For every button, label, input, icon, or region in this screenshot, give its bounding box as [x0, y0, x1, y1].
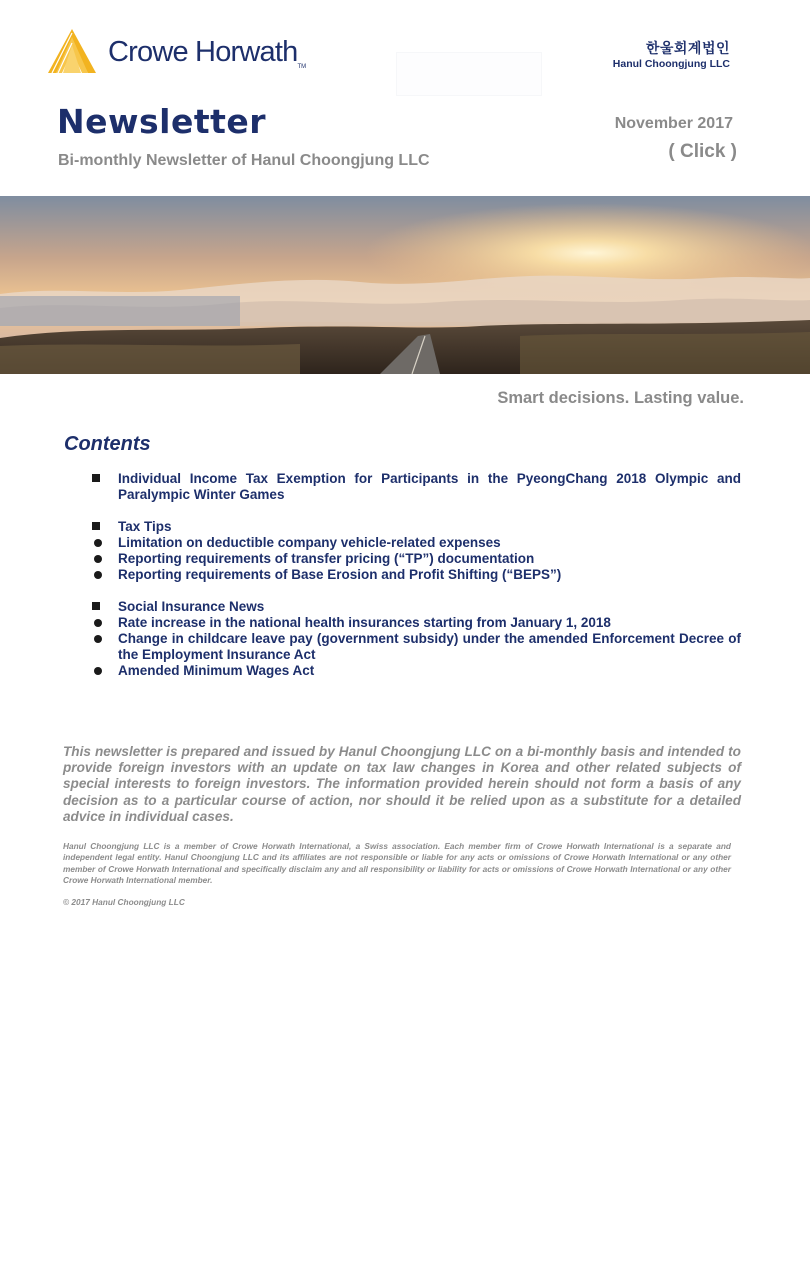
sunrise-landscape-photo [0, 196, 810, 374]
toc-subitem[interactable] [90, 567, 741, 583]
copyright-notice: © 2017 Hanul Choongjung LLC [63, 897, 185, 907]
toc-item-tax-tips[interactable] [90, 519, 741, 535]
member-firm-note: Hanul Choongjung LLC is a member of Crowe Horwath International, a Swiss association. Each member firm of Crowe Horwath International is a separate and independent legal entity. Hanul Choongjung LLC and its affiliates are not responsible or liable for any acts or omissions of Crowe Horwath International or any other member of Crowe Horwath International and specifically disclaim any and all responsibility or liability for acts or omissions of Crowe Horwath International or any other Crowe Horwath International member. [63, 841, 731, 886]
disclaimer-paragraph: This newsletter is prepared and issued by Hanul Choongjung LLC on a bi-monthly basis and intended to provide foreign investors with an update on tax law changes in Korea and other related subjects of special interests to foreign investors. The information provided herein should not form a basis of any decision as to a particular course of action, nor should it be relied upon as a substitute for a detailed advice in individual cases. [63, 744, 741, 824]
toc-subitem[interactable] [90, 615, 741, 631]
toc-item-label[interactable]: Individual Income Tax Exemption for Participants in the PyeongChang 2018 Olympic and Paralympic Winter Games [118, 471, 741, 502]
crowe-horwath-logo[interactable] [48, 28, 338, 76]
toc-subitem-label[interactable]: Limitation on deductible company vehicle-related expenses [118, 535, 501, 550]
square-bullet-icon [92, 602, 100, 610]
toc-subitem[interactable] [90, 535, 741, 551]
round-bullet-icon [94, 667, 102, 675]
round-bullet-icon [94, 571, 102, 579]
issue-date: November 2017 [614, 115, 733, 132]
firm-name-korean: 한울회계법인 [645, 41, 730, 57]
tax-tips-subitems [90, 535, 741, 583]
social-insurance-subitems [90, 615, 741, 679]
toc-subitem[interactable] [90, 631, 741, 663]
toc-subitem-label[interactable]: Reporting requirements of Base Erosion and Profit Shifting (“BEPS”) [118, 567, 562, 582]
newsletter-title: Newsletter [57, 102, 267, 141]
toc-item-label[interactable]: Social Insurance News [118, 599, 265, 614]
firm-name-block [613, 38, 730, 70]
trademark-mark: TM [297, 63, 307, 70]
blank-placeholder [396, 52, 542, 96]
toc-subitem[interactable] [90, 663, 741, 679]
toc-subitem-label[interactable]: Rate increase in the national health insurances starting from January 1, 2018 [118, 615, 611, 630]
toc-subitem-label[interactable]: Reporting requirements of transfer pricing (“TP”) documentation [118, 551, 535, 566]
crowe-horwath-chevron-icon [48, 29, 96, 75]
toc-subitem[interactable] [90, 551, 741, 567]
toc-item-social-insurance-news[interactable] [90, 599, 741, 615]
tagline: Smart decisions. Lasting value. [497, 389, 744, 407]
round-bullet-icon [94, 619, 102, 627]
round-bullet-icon [94, 539, 102, 547]
toc-item-olympic-tax-exemption[interactable] [90, 471, 741, 503]
toc-item-label[interactable]: Tax Tips [118, 519, 172, 534]
brand-name: Crowe Horwath$_{TM}$ [108, 36, 307, 70]
contents-heading: Contents [64, 433, 151, 455]
newsletter-subtitle: Bi-monthly Newsletter of Hanul Choongjung LLC [58, 152, 430, 169]
firm-name-english: Hanul Choongjung LLC [612, 58, 730, 70]
click-link[interactable]: ( Click ) [668, 141, 737, 162]
table-of-contents [90, 471, 741, 679]
round-bullet-icon [94, 555, 102, 563]
round-bullet-icon [94, 635, 102, 643]
square-bullet-icon [92, 522, 100, 530]
toc-subitem-label[interactable]: Change in childcare leave pay (government subsidy) under the amended Enforcement Decree of the Employment Insurance Act [118, 631, 741, 662]
toc-subitem-label[interactable]: Amended Minimum Wages Act [118, 663, 315, 678]
square-bullet-icon [92, 474, 100, 482]
